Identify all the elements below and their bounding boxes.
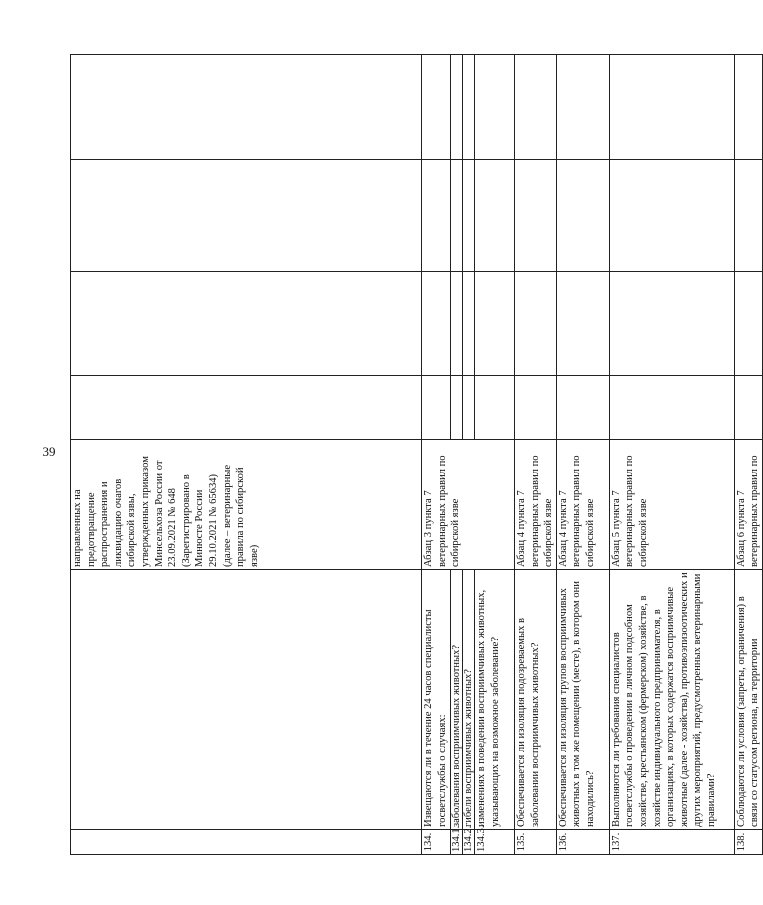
basis-cell: Абзац 4 пункта 7 ветеринарных правил по сибирской язве <box>556 440 609 570</box>
question-cell: Обеспечивается ли изоляция подозреваемых в заболевании восприимчивых животных? <box>515 570 557 830</box>
basis-cell: Абзац 6 пункта 7 ветеринарных правил по <box>734 440 762 570</box>
answer-na-cell <box>71 160 422 272</box>
answer-na-cell <box>734 160 762 272</box>
question-cell <box>71 570 422 830</box>
checklist-table <box>70 54 763 855</box>
note-cell <box>515 55 557 160</box>
table-row <box>734 55 762 855</box>
answer-na-cell <box>475 160 515 272</box>
answer-no-cell <box>422 272 451 376</box>
note-cell <box>422 55 451 160</box>
num-cell <box>71 830 422 855</box>
question-cell: гибели восприимчивых животных? <box>463 570 475 830</box>
question-cell: заболевания восприимчивых животных? <box>451 570 463 830</box>
basis-cell: Абзац 5 пункта 7 ветеринарных правил по сибирской язве <box>609 440 734 570</box>
num-cell: 134. <box>422 830 451 855</box>
num-cell: 138. <box>734 830 762 855</box>
question-cell: Выполняются ли требования специалистов госветслужбы о проведении в личном подсобном хозяйстве, крестьянском (фермерском) хозяйстве, в хозяйстве индивидуального предпринимателя, в организациях, в которых содержатся восприимчивые животные (далее - хозяйства), противоэпизоотических и других мероприятий, предусмотренных ветеринарными правилами? <box>609 570 734 830</box>
question-cell: Извещаются ли в течение 24 часов специалисты госветслужбы о случаях: <box>422 570 451 830</box>
note-cell <box>556 55 609 160</box>
num-cell: 134.3. <box>475 830 515 855</box>
answer-yes-cell <box>734 376 762 440</box>
answer-yes-cell <box>71 376 422 440</box>
note-cell <box>451 55 463 160</box>
answer-yes-cell <box>451 376 463 440</box>
num-cell: 134.1. <box>451 830 463 855</box>
page-number: 39 <box>42 444 56 459</box>
rotated-table-wrapper <box>70 55 761 855</box>
answer-na-cell <box>463 160 475 272</box>
answer-no-cell <box>463 272 475 376</box>
answer-no-cell <box>609 272 734 376</box>
answer-no-cell <box>71 272 422 376</box>
num-cell: 137. <box>609 830 734 855</box>
answer-no-cell <box>515 272 557 376</box>
answer-yes-cell <box>556 376 609 440</box>
note-cell <box>609 55 734 160</box>
answer-yes-cell <box>422 376 451 440</box>
table-row <box>609 55 734 855</box>
answer-yes-cell <box>515 376 557 440</box>
num-cell: 136. <box>556 830 609 855</box>
answer-no-cell <box>451 272 463 376</box>
answer-na-cell <box>451 160 463 272</box>
answer-no-cell <box>734 272 762 376</box>
answer-yes-cell <box>463 376 475 440</box>
answer-no-cell <box>475 272 515 376</box>
basis-cell: Абзац 4 пункта 7 ветеринарных правил по сибирской язве <box>515 440 557 570</box>
num-cell: 134.2. <box>463 830 475 855</box>
table-row <box>422 55 451 855</box>
answer-yes-cell <box>609 376 734 440</box>
num-cell: 135. <box>515 830 557 855</box>
question-cell: Соблюдаются ли условия (запреты, ограничения) в связи со статусом региона, на территории <box>734 570 762 830</box>
basis-cell: Абзац 3 пункта 7 ветеринарных правил по сибирской язве <box>422 440 515 570</box>
table-row <box>515 55 557 855</box>
table-row <box>71 55 422 855</box>
note-cell <box>475 55 515 160</box>
answer-na-cell <box>609 160 734 272</box>
answer-no-cell <box>556 272 609 376</box>
answer-yes-cell <box>475 376 515 440</box>
note-cell <box>734 55 762 160</box>
basis-cell: направленных на предотвращение распространения и ликвидацию очагов сибирской язвы, утвержденных приказом Минсельхоза России от 23.09.2021 № 648 (Зарегистрировано в Минюсте России 29.10.2021 № 65634) (далее – ветеринарные правила по сибирской язве) <box>71 440 422 570</box>
note-cell <box>463 55 475 160</box>
note-cell <box>71 55 422 160</box>
question-cell: изменениях в поведении восприимчивых животных, указывающих на возможное заболевание? <box>475 570 515 830</box>
answer-na-cell <box>422 160 451 272</box>
answer-na-cell <box>556 160 609 272</box>
answer-na-cell <box>515 160 557 272</box>
table-row <box>556 55 609 855</box>
question-cell: Обеспечивается ли изоляция трупов восприимчивых животных в том же помещении (месте), в котором они находились? <box>556 570 609 830</box>
